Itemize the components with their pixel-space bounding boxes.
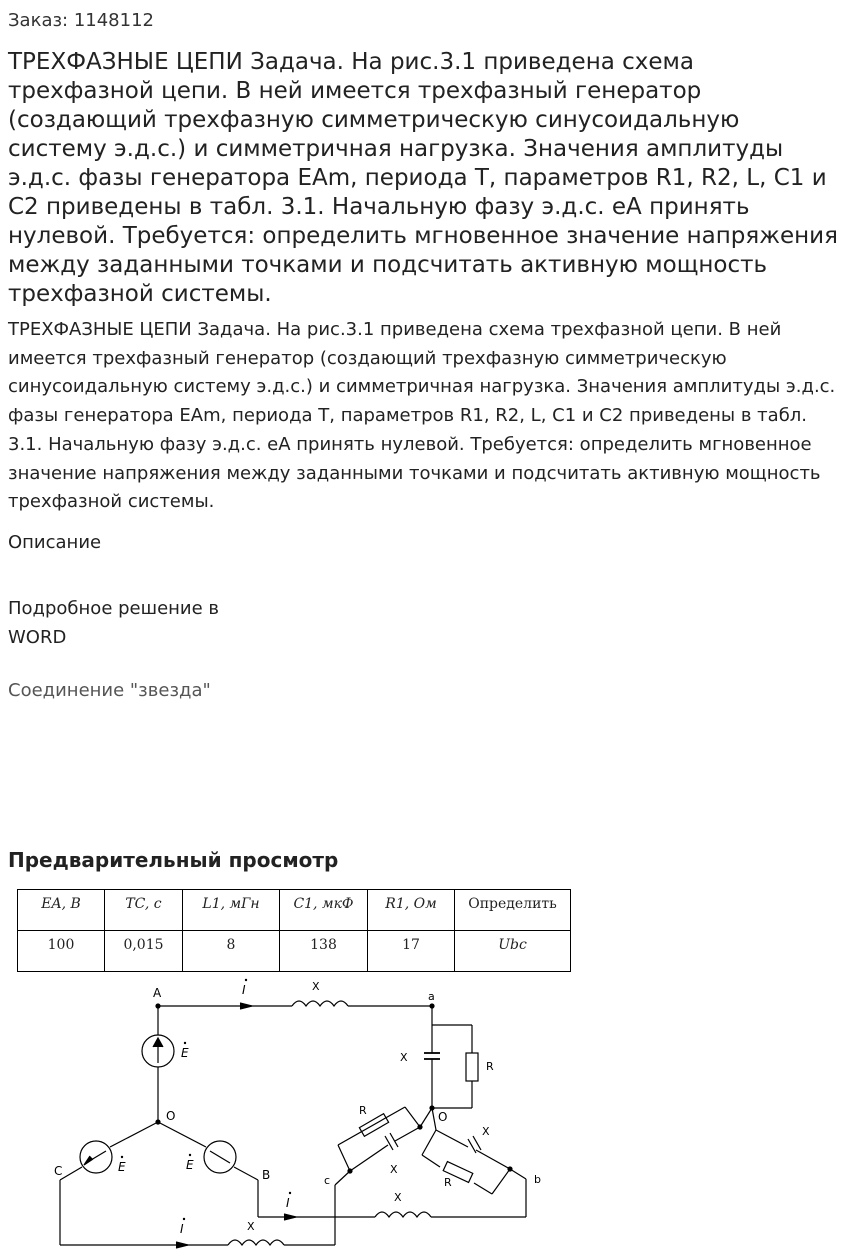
line-c (60, 1171, 350, 1248)
table-cell: 17 (368, 931, 455, 972)
circuit-diagram (0, 975, 560, 1259)
node-c-generator-label: C (54, 1164, 63, 1178)
line-a (158, 1001, 432, 1025)
description-label: Описание (8, 532, 102, 553)
generator-neutral-node (156, 1120, 160, 1124)
capacitor-c-label: X (390, 1163, 398, 1176)
table-cell: Ubc (455, 931, 571, 972)
emf-c-label: E (118, 1160, 126, 1174)
parameters-table (17, 889, 571, 972)
table-header-cell: R1, Ом (368, 890, 455, 931)
capacitor-b-label: X (482, 1125, 490, 1138)
resistor-c-label: R (359, 1104, 367, 1117)
table-header-cell: TC, с (105, 890, 183, 931)
table-cell: 0,015 (105, 931, 183, 972)
solution-format-label: Подробное решение в WORD (8, 598, 220, 648)
capacitor-a-label: X (400, 1051, 408, 1064)
table-cell: 138 (280, 931, 368, 972)
node-o-generator-label: O (166, 1109, 176, 1123)
load-phase-c (338, 1107, 432, 1171)
load-phase-a (424, 1025, 478, 1108)
table-header-cell: Определить (455, 890, 571, 931)
resistor-a-label: R (486, 1060, 494, 1073)
emf-a-label: E (181, 1046, 189, 1060)
preview-heading: Предварительный просмотр (8, 848, 339, 872)
node-c-load-label: c (324, 1174, 331, 1187)
table-cell: 8 (183, 931, 280, 972)
node-o-load-label: O (438, 1110, 448, 1124)
node-b-load-label: b (534, 1173, 541, 1186)
table-header-row (18, 890, 571, 931)
inductor-b-label: X (394, 1191, 402, 1204)
node-a-load (430, 1004, 434, 1008)
current-c-label: I (180, 1222, 184, 1236)
generator-phase-a (142, 1006, 174, 1122)
node-b-generator-label: B (262, 1168, 271, 1182)
emf-b-label: E (186, 1158, 194, 1172)
connection-type-label: Соединение "звезда" (8, 680, 211, 701)
node-a-generator-label: A (153, 986, 162, 1000)
page-title: ТРЕХФАЗНЫЕ ЦЕПИ Задача. На рис.3.1 приведена схема трехфазной цепи. В ней имеется трехфазный генератор (создающий трехфазную симметрическую синусоидальную систему э.д.с.) и симметричная нагрузка. Значения амплитуды э.д.с. фазы генератора EAm, периода Т, параметров R1, R2, L, C1 и C2 приведены в табл. 3.1. Начальную фазу э.д.с. еА принять нулевой. Требуется: определить мгновенное значение напряжения между заданными точками и подсчитать активную мощность трехфазной системы. (8, 49, 838, 307)
table-row (18, 931, 571, 972)
load-c-junction (418, 1125, 422, 1129)
resistor-b-label: R (444, 1176, 452, 1189)
table-header-cell: EA, В (18, 890, 105, 931)
order-number: Заказ: 1148112 (8, 10, 154, 31)
current-b-label: I (286, 1196, 290, 1210)
generator-phase-c (60, 1122, 158, 1245)
table-header-cell: L1, мГн (183, 890, 280, 931)
current-a-label: I (242, 983, 246, 997)
inductor-c-label: X (247, 1220, 255, 1233)
inductor-a-label: X (312, 980, 320, 993)
node-a-load-label: a (428, 990, 435, 1003)
table-cell: 100 (18, 931, 105, 972)
node-b-load (508, 1167, 512, 1171)
task-description: ТРЕХФАЗНЫЕ ЦЕПИ Задача. На рис.3.1 приведена схема трехфазной цепи. В ней имеется трехфазный генератор (создающий трехфазную симметрическую синусоидальную систему э.д.с.) и симметричная нагрузка. Значения амплитуды э.д.с. фазы генератора EAm, периода Т, параметров R1, R2, L, C1 и C2 приведены в табл. 3.1. Начальную фазу э.д.с. еА принять нулевой. Требуется: определить мгновенное значение напряжения между заданными точками и подсчитать активную мощность трехфазной системы. (8, 319, 836, 513)
generator-phase-b (158, 1122, 258, 1217)
line-b (258, 1179, 526, 1220)
table-header-cell: C1, мкФ (280, 890, 368, 931)
